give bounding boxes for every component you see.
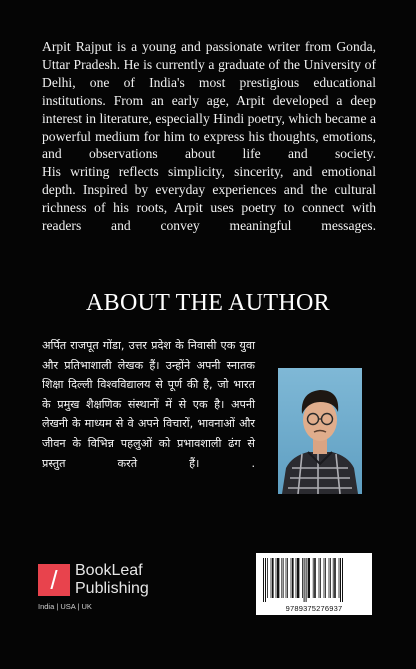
barcode-bar xyxy=(330,558,331,598)
barcode-bar xyxy=(272,558,274,598)
english-bio xyxy=(42,38,376,235)
section-heading: ABOUT THE AUTHOR xyxy=(86,290,330,316)
barcode-bar xyxy=(277,558,279,598)
barcode-bar xyxy=(308,558,310,598)
publisher-logo-mark: / xyxy=(38,564,70,596)
barcode-bar xyxy=(314,558,316,598)
barcode-bar xyxy=(281,558,282,598)
barcode-bar xyxy=(319,558,320,598)
barcode-bar xyxy=(329,558,330,598)
publisher-logo xyxy=(38,564,158,614)
barcode-bar xyxy=(263,558,264,602)
publisher-name-line2: Publishing xyxy=(75,580,149,597)
barcode-bar xyxy=(292,558,294,598)
barcode-bar xyxy=(342,558,343,602)
barcode-bars xyxy=(262,558,366,602)
barcode-bar xyxy=(291,558,292,598)
barcode-bar xyxy=(276,558,277,598)
english-bio-paragraph-2: His writing reflects simplicity, sincerity, and emotional depth. Inspired by everyday experiences and the cultural richness of his roots, Arpit uses poetry to connect with readers and convey meaningful messages. xyxy=(42,164,376,234)
publisher-name xyxy=(75,562,149,598)
barcode-bar xyxy=(304,558,305,602)
barcode-bar xyxy=(320,558,321,598)
barcode-bar xyxy=(339,558,340,598)
author-portrait-illustration xyxy=(278,368,362,494)
english-bio-paragraph-1: Arpit Rajput is a young and passionate writer from Gonda, Uttar Pradesh. He is currently a graduate of the University of Delhi, one of India's most prestigious educational institutions. From an early age, Arpit developed a deep interest in literature, especially Hindi poetry, which became a powerful medium for him to express his thoughts, emotions, and observations about life and society. xyxy=(42,39,376,162)
barcode-bar xyxy=(306,558,307,602)
barcode-bar xyxy=(325,558,326,598)
hindi-bio: अर्पित राजपूत गोंडा, उत्तर प्रदेश के निवासी एक युवा और प्रतिभाशाली लेखक हैं। उन्होंने अपनी स्नातक शिक्षा दिल्ली विश्वविद्यालय से पूर्ण की है, जो भारत के प्रमुख शैक्षणिक संस्थानों में से एक है। अपनी लेखनी के माध्यम से वे अपने विचारों, भावनाओं और जीवन के विभिन्न पहलुओं को प्रभावशाली ढंग से प्रस्तुत करते हैं। . xyxy=(42,339,255,470)
barcode-bar xyxy=(286,558,287,598)
barcode-bar xyxy=(296,558,297,598)
barcode-bar xyxy=(267,558,268,598)
barcode-bar xyxy=(334,558,336,598)
barcode-bar xyxy=(297,558,299,598)
barcode-bar xyxy=(287,558,288,598)
barcode-bar xyxy=(333,558,334,598)
barcode-bar xyxy=(324,558,325,598)
barcode-bar xyxy=(283,558,284,598)
isbn-barcode xyxy=(256,553,372,615)
barcode-bar xyxy=(302,558,303,598)
author-photo xyxy=(278,368,362,494)
publisher-name-line1: BookLeaf xyxy=(75,562,143,579)
barcode-bar xyxy=(340,558,341,602)
isbn-number: 9789375276937 xyxy=(285,604,343,613)
barcode-bar xyxy=(265,558,266,602)
barcode-bar xyxy=(313,558,314,598)
publisher-regions: India | USA | UK xyxy=(38,602,92,611)
barcode-bar xyxy=(271,558,272,598)
